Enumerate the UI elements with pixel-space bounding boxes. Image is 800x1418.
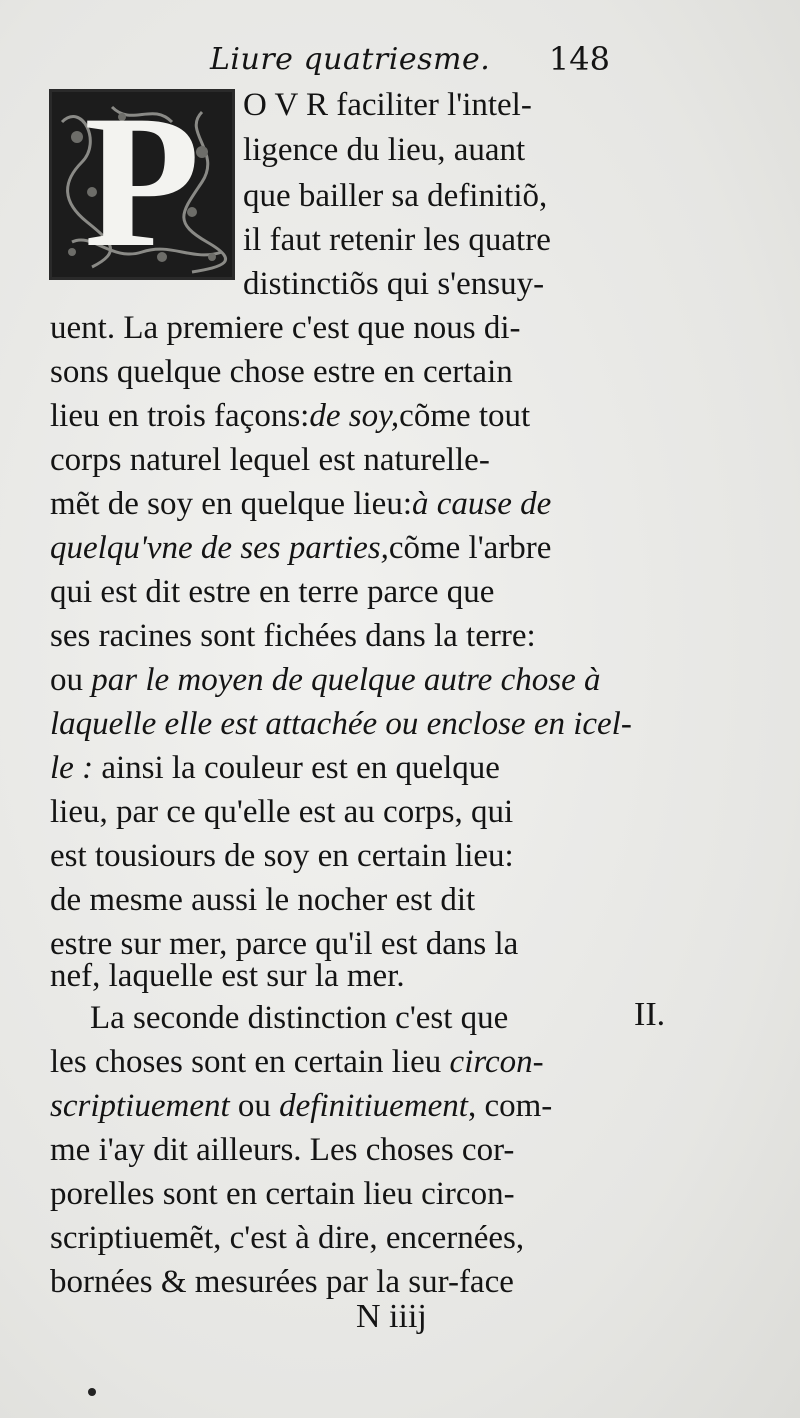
- italic-run: quelqu'vne de ses parties,: [50, 530, 389, 566]
- text-run: , com-: [467, 1088, 553, 1124]
- text-run: cõme tout: [399, 398, 531, 434]
- drop-cap-letter: P: [83, 92, 201, 277]
- text-run: cõme l'arbre: [388, 530, 552, 566]
- italic-run: laquelle elle est attachée ou enclose en icel-: [50, 706, 632, 742]
- italic-run: definitiuement: [279, 1088, 468, 1124]
- italic-run: circon-: [449, 1044, 544, 1080]
- text-line: est tousiours de soy en certain lieu:: [50, 838, 514, 874]
- text-line: porelles sont en certain lieu circon-: [50, 1176, 515, 1212]
- italic-run: à cause de: [412, 486, 552, 522]
- text-run: mẽt de soy en quelque lieu:: [50, 486, 412, 522]
- text-line: [50, 396, 530, 436]
- page-number: 148: [548, 40, 610, 78]
- text-run: ou: [237, 1088, 271, 1124]
- text-line: de mesme aussi le nocher est dit: [50, 882, 476, 918]
- text-line: [50, 660, 600, 700]
- text-line: nef, laquelle est sur la mer.: [50, 958, 405, 994]
- text-line: scriptiuemẽt, c'est à dire, encernées,: [50, 1220, 525, 1256]
- italic-run: scriptiuement: [50, 1088, 230, 1124]
- text-run: les choses sont en certain lieu: [50, 1044, 442, 1080]
- text-run: ou: [50, 662, 83, 698]
- text-line: uent. La premiere c'est que nous di-: [50, 310, 521, 346]
- italic-run: par le moyen de quelque autre chose à: [91, 662, 601, 698]
- text-line: [50, 1042, 544, 1082]
- text-line: [50, 704, 632, 744]
- text-line: corps naturel lequel est naturelle-: [50, 442, 490, 478]
- text-line: me i'ay dit ailleurs. Les choses cor-: [50, 1132, 515, 1168]
- margin-section-number: II.: [634, 996, 666, 1033]
- text-line: il faut retenir les quatre: [243, 222, 551, 258]
- text-line: qui est dit estre en terre parce que: [50, 574, 495, 610]
- text-line: bornées & mesurées par la sur-face: [50, 1264, 514, 1300]
- text-line: sons quelque chose estre en certain: [50, 354, 513, 390]
- italic-run: de soy,: [309, 398, 400, 434]
- signature-mark: N iiij: [356, 1298, 427, 1335]
- text-line: estre sur mer, parce qu'il est dans la: [50, 926, 519, 962]
- ink-spot: [88, 1388, 96, 1396]
- text-line: lieu, par ce qu'elle est au corps, qui: [50, 794, 514, 830]
- text-line: [50, 484, 551, 524]
- text-line: que bailler sa definitiõ,: [243, 178, 548, 214]
- italic-run: le :: [50, 750, 94, 786]
- text-line: O V R faciliter l'intel-: [243, 87, 532, 123]
- text-line: La seconde distinction c'est que: [90, 1000, 509, 1036]
- text-line: ses racines sont fichées dans la terre:: [50, 618, 536, 654]
- text-run: ainsi la couleur est en quelque: [101, 750, 500, 786]
- text-line: [50, 1086, 552, 1126]
- text-line: [50, 748, 500, 788]
- text-run: lieu en trois façons:: [50, 398, 310, 434]
- running-title: Liure quatriesme.: [210, 42, 491, 77]
- text-line: [50, 528, 551, 568]
- text-line: distinctiõs qui s'ensuy-: [243, 266, 545, 302]
- text-line: ligence du lieu, auant: [243, 132, 526, 168]
